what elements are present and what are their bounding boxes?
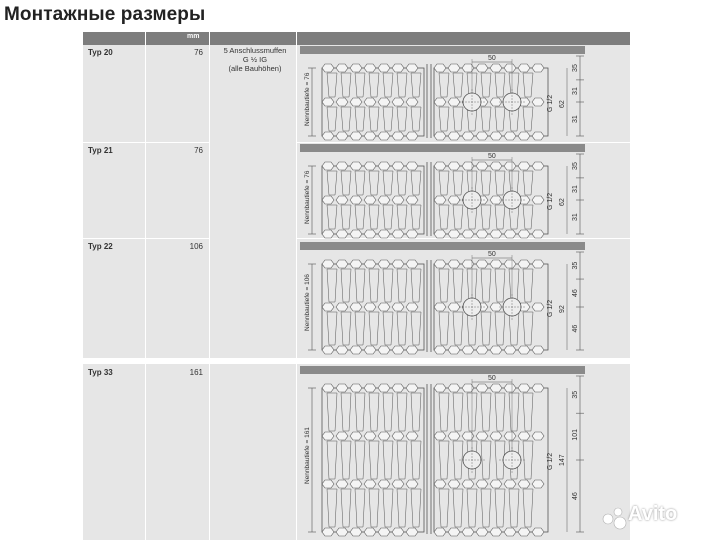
row-type-typ33: Typ 33	[88, 368, 113, 377]
span-label: 50	[488, 55, 496, 62]
right-dimension-label: 31	[572, 87, 579, 95]
depth-label: Nennbautiefe = 106	[304, 274, 311, 331]
depth-label: Nennbautiefe = 161	[304, 427, 311, 484]
column-divider	[296, 32, 297, 358]
row-type-typ20: Typ 20	[88, 48, 113, 57]
page-title: Монтажные размеры	[4, 4, 206, 25]
inner-dimension-label: 62	[559, 198, 566, 206]
connection-note	[213, 46, 297, 73]
right-dimension-label: 31	[572, 213, 579, 221]
span-label: 50	[488, 251, 496, 258]
right-dimension-label: 35	[572, 64, 579, 72]
column-divider	[145, 32, 146, 358]
column-divider	[209, 364, 210, 540]
note-line: G ½ IG	[242, 55, 268, 64]
top-bar	[300, 46, 585, 54]
row-divider	[83, 238, 210, 239]
note-line: 5 Anschlussmuffen	[223, 46, 287, 55]
inner-dimension-label: 92	[559, 305, 566, 313]
right-dimension-label: 46	[572, 324, 579, 333]
row-value-typ21: 76	[194, 146, 203, 155]
row-value-typ33: 161	[189, 368, 203, 377]
row-value-typ22: 106	[189, 242, 203, 251]
right-dimension-label: 31	[572, 185, 579, 193]
column-divider	[145, 364, 146, 540]
right-dimension-label: 101	[572, 428, 579, 441]
row-type-typ21: Typ 21	[88, 146, 113, 155]
right-dimension-label: 46	[572, 492, 579, 500]
right-dimension-label: 35	[572, 162, 579, 170]
radiator-drawing-typ33	[300, 366, 626, 538]
thread-label: G 1/2	[547, 452, 554, 470]
span-label: 50	[488, 375, 496, 382]
row-divider	[83, 142, 210, 143]
inner-dimension-label: 147	[559, 454, 566, 466]
table-header	[83, 32, 630, 45]
row-value-typ20: 76	[194, 48, 203, 57]
radiator-drawing-typ20	[300, 46, 626, 142]
row-type-typ22: Typ 22	[88, 242, 113, 251]
depth-label: Nennbautiefe = 76	[304, 170, 311, 224]
right-dimension-label: 35	[572, 261, 579, 270]
watermark-text: Avito	[628, 503, 678, 525]
row-divider	[296, 142, 630, 143]
top-bar	[300, 242, 585, 250]
right-dimension-label: 31	[572, 115, 579, 123]
top-bar	[300, 144, 585, 152]
span-label: 50	[488, 153, 496, 160]
radiator-drawing-typ22	[300, 242, 626, 356]
thread-label: G 1/2	[547, 299, 554, 317]
inner-dimension-label: 62	[559, 100, 566, 108]
thread-label: G 1/2	[547, 94, 554, 112]
top-bar	[300, 366, 585, 374]
note-line: (alle Bauhöhen)	[228, 64, 282, 73]
radiator-drawing-typ21	[300, 144, 626, 240]
column-divider	[209, 32, 210, 358]
right-dimension-label: 35	[572, 390, 579, 399]
unit-header: mm	[187, 33, 200, 40]
depth-label: Nennbautiefe = 76	[304, 72, 311, 126]
column-divider	[296, 364, 297, 540]
right-dimension-label: 46	[572, 289, 579, 298]
thread-label: G 1/2	[547, 192, 554, 210]
